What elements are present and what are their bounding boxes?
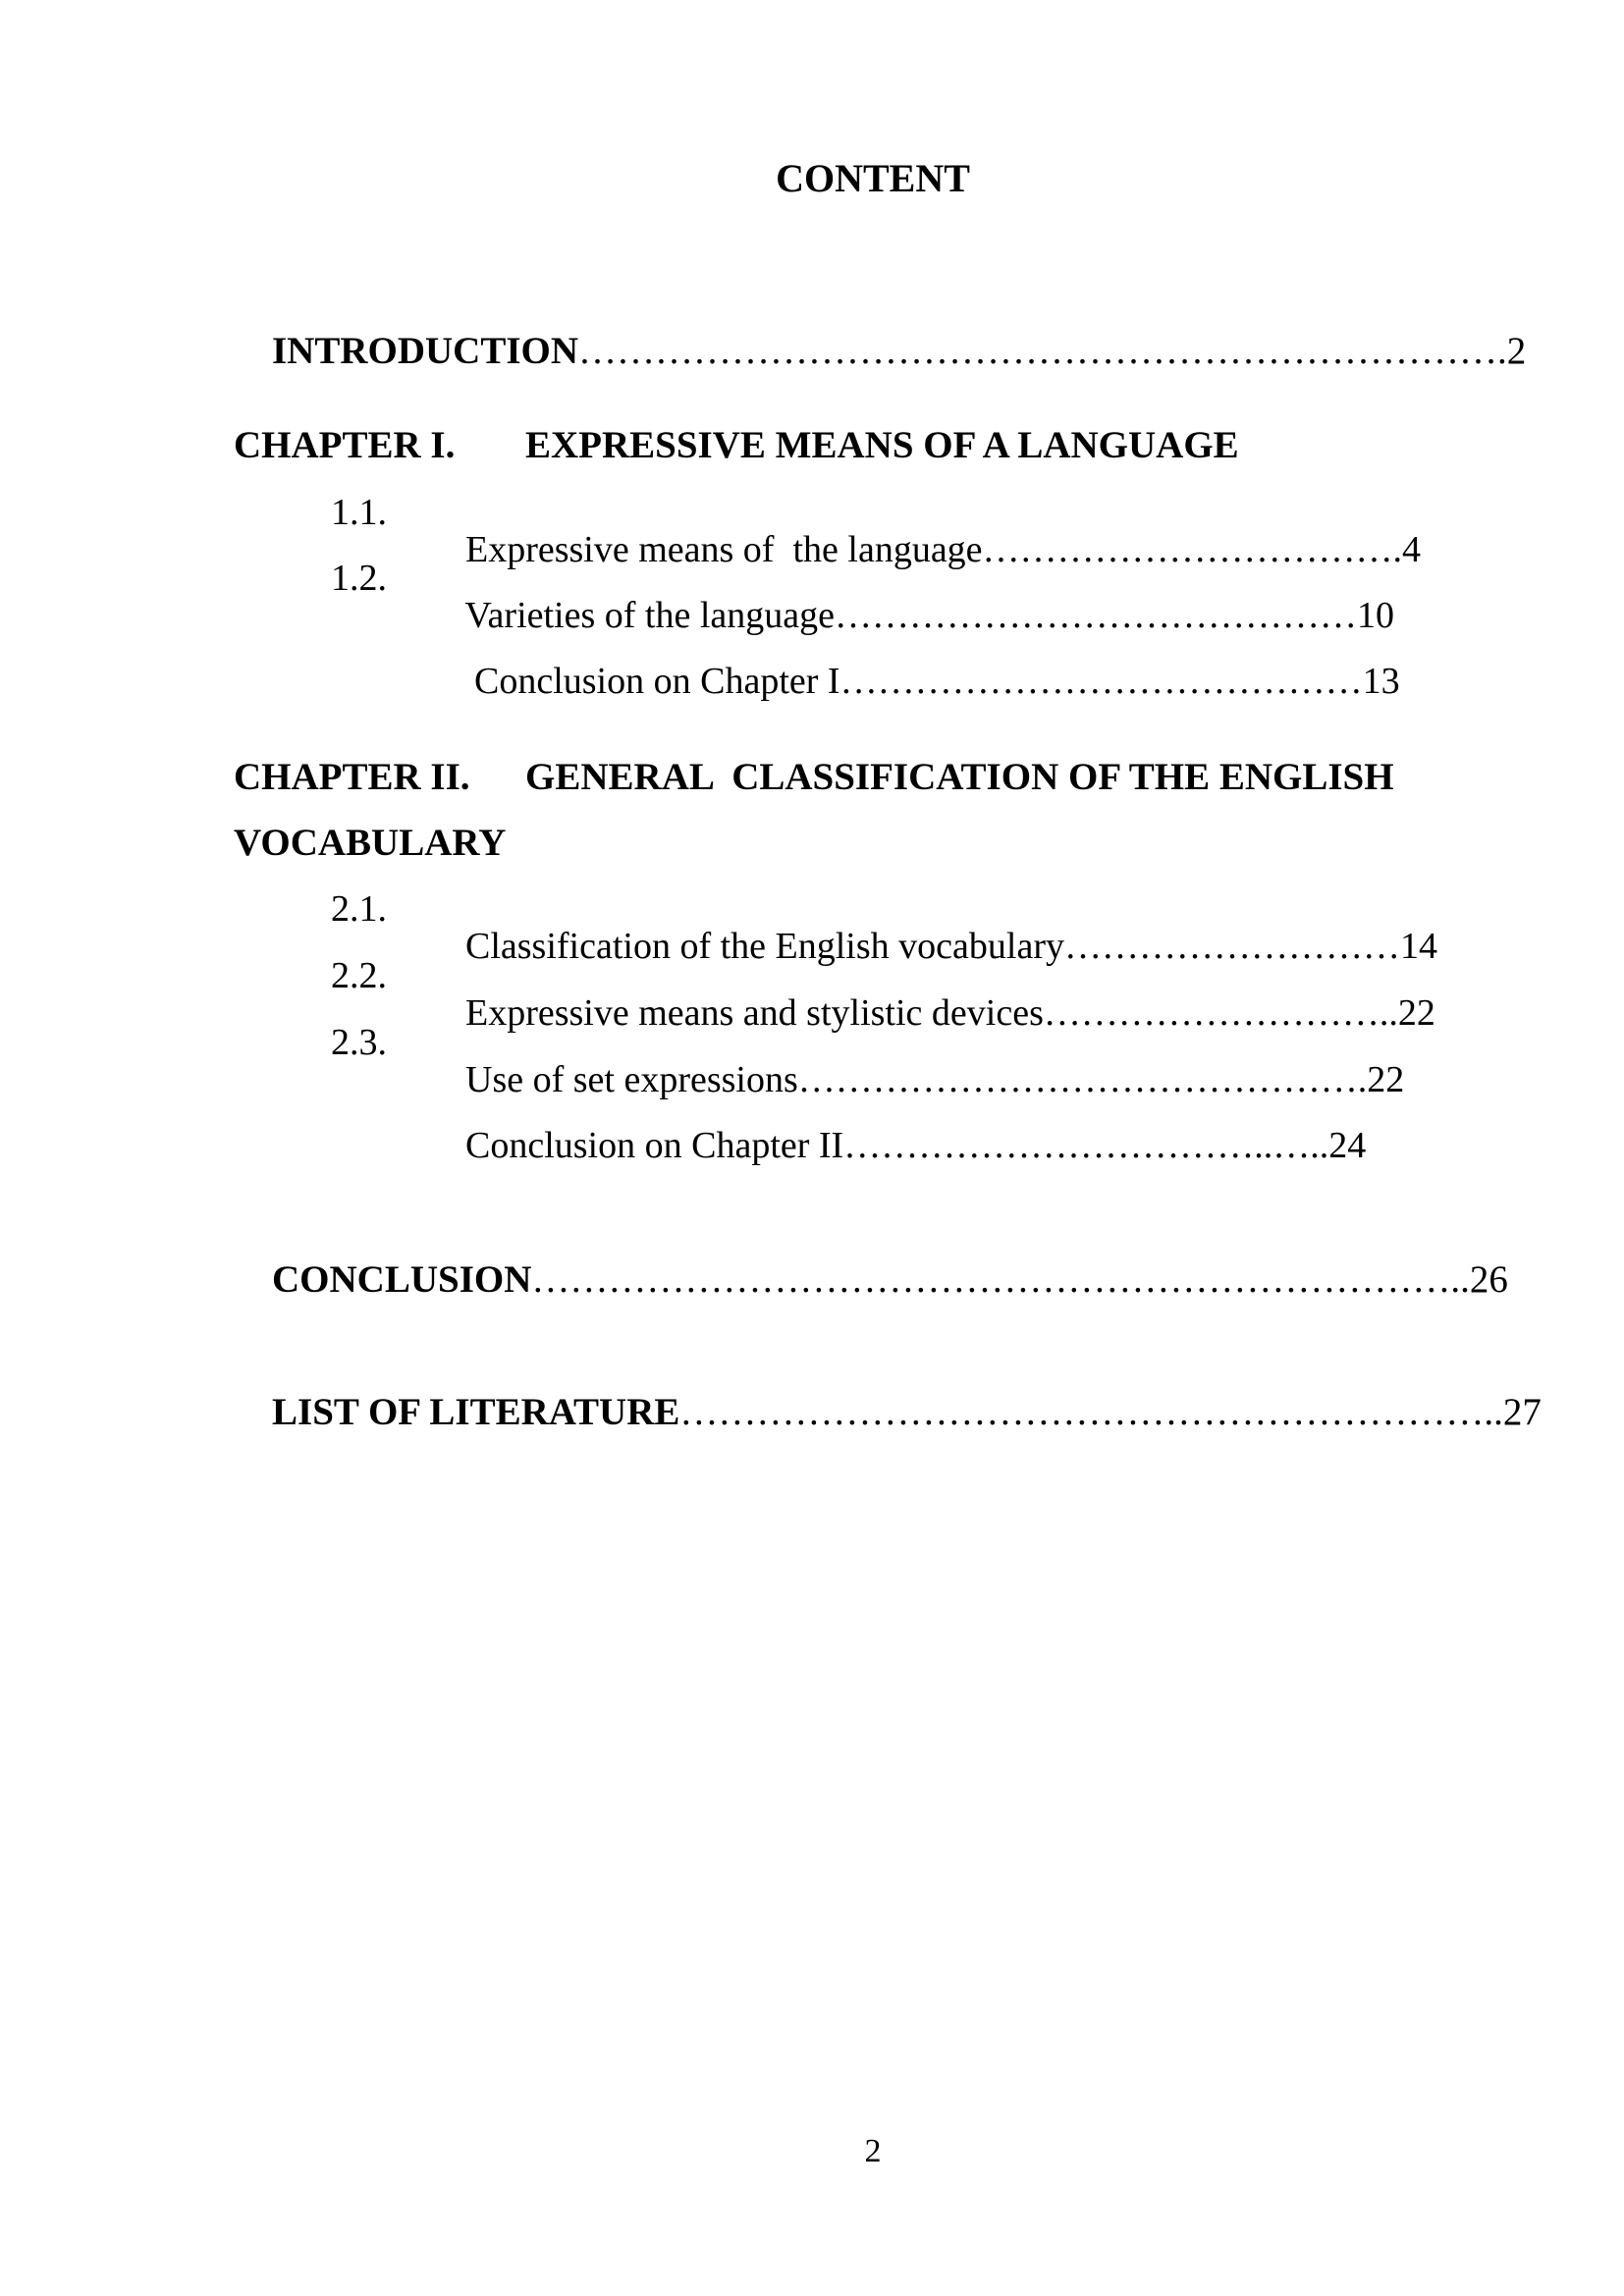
toc-page-number: 27: [1502, 1391, 1542, 1433]
toc-leader: ………………………..: [1043, 992, 1398, 1034]
toc-leader: ………………………………………………………………..: [531, 1258, 1470, 1301]
toc-page-number: 22: [1397, 992, 1435, 1034]
toc-leader: ………………………………………………………..: [679, 1391, 1503, 1433]
toc-item-number: 1.2.: [331, 558, 387, 599]
toc-item-number: 2.3.: [331, 1022, 387, 1063]
chapter-2-title: GENERAL CLASSIFICATION OF THE ENGLISH: [525, 756, 1394, 798]
toc-item-number: 1.1.: [331, 492, 387, 533]
toc-label: INTRODUCTION: [272, 330, 579, 372]
toc-leader: ……………………………………………………………….: [578, 330, 1507, 372]
toc-entry-introduction: [234, 294, 1527, 408]
page-number-footer: 2: [864, 2133, 882, 2169]
chapter-2-title-continued: VOCABULARY: [234, 822, 507, 864]
toc-page-number: 13: [1362, 661, 1400, 702]
toc-leader: …………………………….: [982, 529, 1403, 570]
toc-item-text: Expressive means of the language: [465, 529, 983, 570]
toc-item-text: Use of set expressions: [465, 1059, 798, 1100]
toc-page-number: 10: [1357, 595, 1395, 636]
toc-page-number: 2: [1506, 330, 1527, 372]
toc-item-text: Classification of the English vocabulary: [465, 926, 1064, 967]
toc-item-conclusion-2: [428, 1090, 1366, 1201]
chapter-1-title: EXPRESSIVE MEANS OF A LANGUAGE: [525, 424, 1239, 466]
toc-entry-literature: [234, 1355, 1542, 1469]
toc-item-number: 2.2.: [331, 955, 387, 996]
toc-item-number: 2.1.: [331, 888, 387, 930]
chapter-1-number: CHAPTER I.: [234, 424, 456, 466]
toc-label: LIST OF LITERATURE: [272, 1391, 680, 1433]
toc-page-number: 4: [1402, 529, 1422, 570]
toc-leader: ……………………………………: [835, 595, 1358, 636]
toc-entry-conclusion: [234, 1222, 1508, 1337]
toc-leader: ……………………………………….: [797, 1059, 1368, 1100]
toc-page-number: 14: [1399, 926, 1437, 967]
toc-page-number: 24: [1328, 1125, 1367, 1166]
toc-page-number: 26: [1469, 1258, 1508, 1301]
page-title: CONTENT: [776, 156, 970, 200]
toc-leader: ………………………: [1063, 926, 1400, 967]
toc-leader: ……………………………..…..: [843, 1125, 1329, 1166]
toc-page-number: 22: [1367, 1059, 1405, 1100]
toc-leader: ……………………………………: [839, 661, 1363, 702]
toc-label: CONCLUSION: [272, 1258, 532, 1301]
toc-item-text: Expressive means and stylistic devices: [465, 992, 1044, 1034]
toc-item-text: Varieties of the language: [464, 595, 836, 636]
toc-item-conclusion-1: [437, 625, 1400, 737]
chapter-2-number: CHAPTER II.: [234, 756, 470, 798]
toc-item-text: Conclusion on Chapter II: [465, 1125, 844, 1166]
toc-item-text: Conclusion on Chapter I: [474, 661, 840, 702]
